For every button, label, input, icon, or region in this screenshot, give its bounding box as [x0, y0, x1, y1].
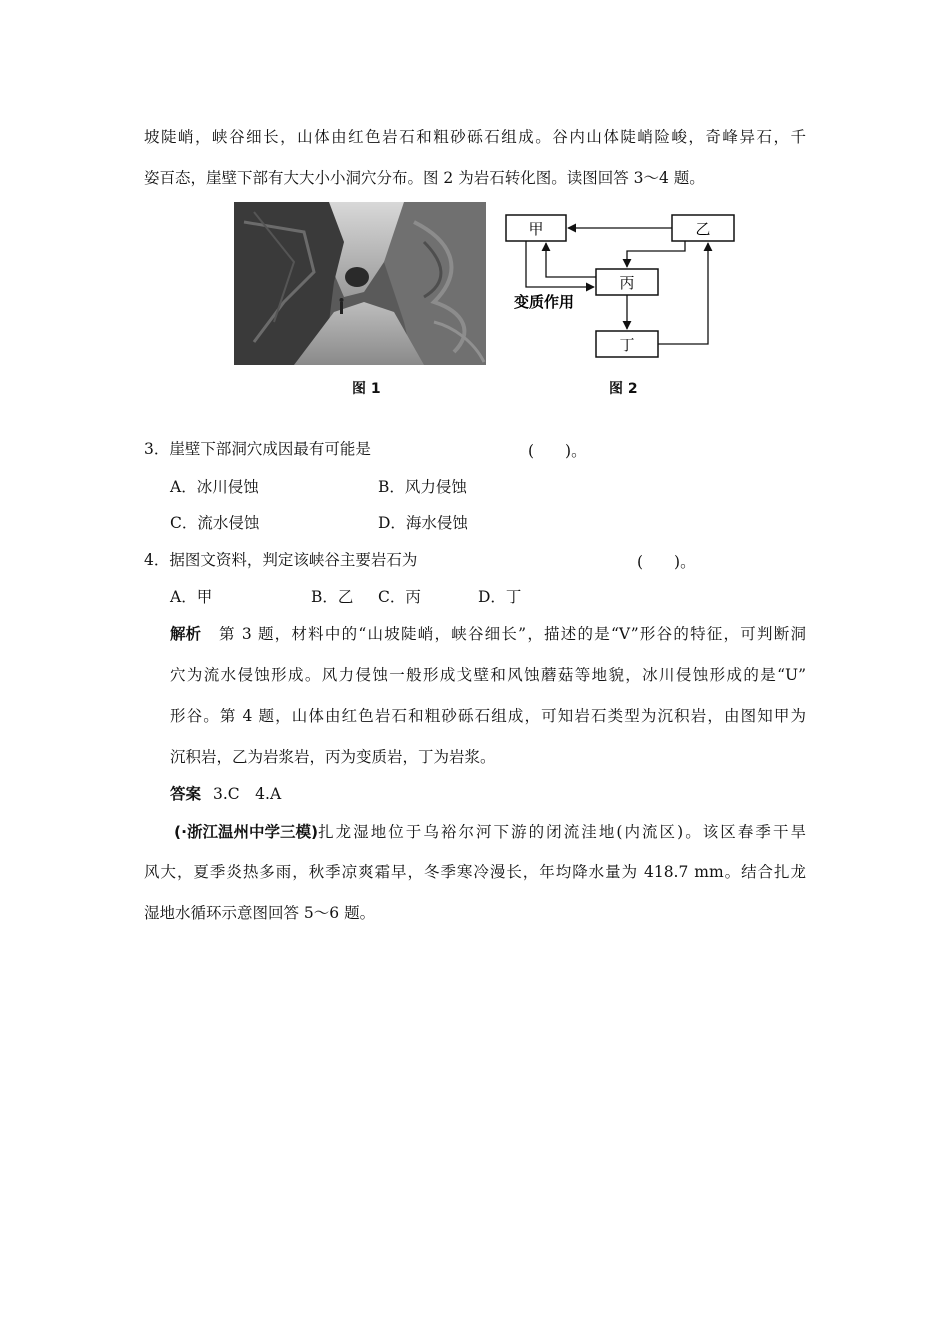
next-text-1: 扎龙湿地位于乌裕尔河下游的闭流洼地(内流区)。该区春季干旱 [318, 823, 806, 841]
q3-option-d: D．海水侵蚀 [378, 514, 468, 532]
intro-line-2: 姿百态，崖壁下部有大大小小洞穴分布。图 2 为岩石转化图。读图回答 3～4 题。 [144, 169, 705, 187]
label-jia: 甲 [528, 220, 544, 238]
arrow-bing-to-jia [546, 243, 596, 277]
q4-stem: 4．据图文资料，判定该峡谷主要岩石为 [144, 551, 418, 569]
figure-2-caption: 图 2 [609, 381, 638, 397]
analysis-text-1: 第 3 题，材料中的“山坡陡峭，峡谷细长”，描述的是“V”形谷的特征，可判断洞 [219, 625, 806, 643]
q3-option-a: A．冰川侵蚀 [170, 478, 259, 496]
analysis-label: 解析 [170, 625, 202, 643]
rock-cycle-diagram [500, 205, 750, 365]
analysis-line-4: 沉积岩，乙为岩浆岩，丙为变质岩，丁为岩浆。 [170, 748, 496, 766]
q4-option-d: D．丁 [478, 588, 522, 606]
intro-line-1: 坡陡峭，峡谷细长，山体由红色岩石和粗砂砾石组成。谷内山体陡峭险峻，奇峰异石，千 [144, 128, 806, 146]
canyon-photo-illustration [234, 202, 486, 365]
arrow-jia-to-bing [526, 241, 594, 287]
canyon-photo [234, 202, 486, 365]
label-yi: 乙 [695, 220, 711, 238]
q4-option-c: C．丙 [378, 588, 421, 606]
q3-answer-blank: ( )。 [528, 442, 587, 460]
label-bing: 丙 [619, 274, 635, 292]
figure-1-caption: 图 1 [352, 381, 381, 397]
next-line-3: 湿地水循环示意图回答 5～6 题。 [144, 904, 376, 922]
next-source: (·浙江温州中学三模) [174, 823, 319, 841]
analysis-line-1 [170, 624, 806, 644]
metamorphism-label: 变质作用 [514, 293, 575, 311]
q4-option-a: A．甲 [170, 588, 213, 606]
q4-answer-blank: ( )。 [637, 553, 696, 571]
arrow-yi-to-bing [627, 241, 685, 267]
q3-option-c: C．流水侵蚀 [170, 514, 260, 532]
answer-label: 答案 [170, 785, 202, 803]
q4-option-b: B．乙 [311, 588, 354, 606]
q3-stem: 3．崖壁下部洞穴成因最有可能是 [144, 440, 371, 458]
answer-text: 3.C 4.A [213, 785, 282, 803]
answer-line [170, 784, 281, 804]
analysis-line-3: 形谷。第 4 题，山体由红色岩石和粗砂砾石组成，可知岩石类型为沉积岩，由图知甲为 [170, 707, 806, 725]
next-line-1 [174, 822, 806, 842]
next-line-2: 风大，夏季炎热多雨，秋季凉爽霜早，冬季寒冷漫长，年均降水量为 418.7 mm。结合扎龙 [144, 863, 806, 881]
label-ding: 丁 [619, 336, 635, 354]
q3-option-b: B．风力侵蚀 [378, 478, 467, 496]
arrow-ding-to-yi [658, 243, 708, 344]
analysis-line-2: 穴为流水侵蚀形成。风力侵蚀一般形成戈壁和风蚀蘑菇等地貌，冰川侵蚀形成的是“U” [170, 666, 806, 684]
